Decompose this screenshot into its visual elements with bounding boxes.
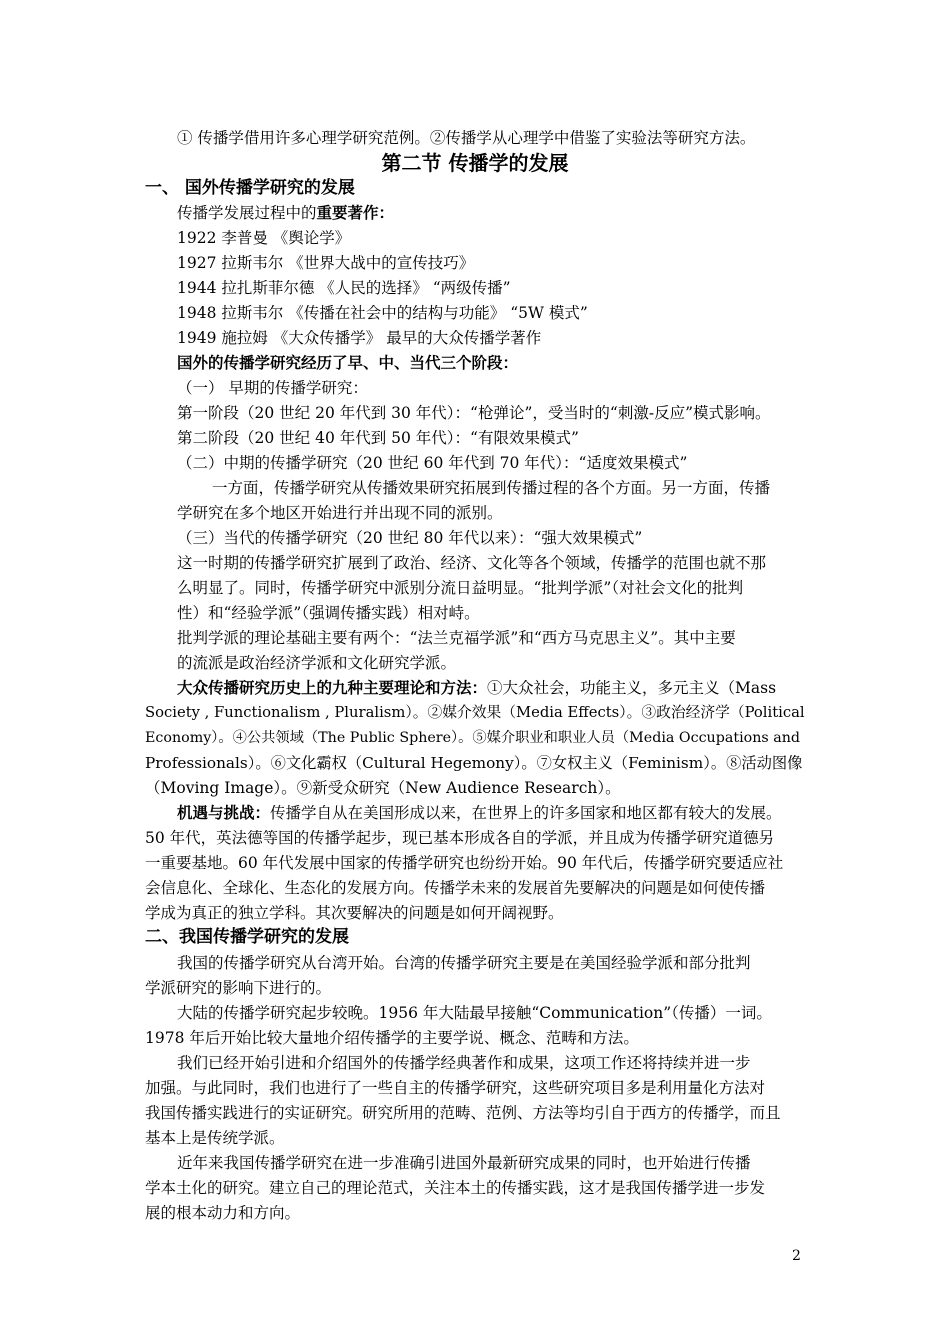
- text-line: 展的根本动力和方向。: [145, 1204, 301, 1222]
- text-line: Society , Functionalism , Pluralism）。②媒介效果（Media Effects）。③政治经济学（Political: [145, 704, 805, 721]
- text-line: 我国传播实践进行的实证研究。研究所用的范畴、范例、方法等均引自于西方的传播学，而且: [145, 1104, 781, 1122]
- text-line: 这一时期的传播学研究扩展到了政治、经济、文化等各个领域，传播学的范围也就不那: [177, 554, 767, 572]
- text-line: 我国的传播学研究从台湾开始。台湾的传播学研究主要是在美国经验学派和部分批判: [177, 954, 751, 972]
- section-title: 第二节 传播学的发展: [381, 151, 569, 175]
- text-line: 1922 李普曼 《舆论学》: [177, 229, 351, 247]
- text-line: 基本上是传统学派。: [145, 1129, 285, 1147]
- text-line: 1978 年后开始比较大量地介绍传播学的主要学说、概念、范畴和方法。: [145, 1029, 639, 1047]
- text-line: 传播学发展过程中的重要著作：: [177, 203, 395, 222]
- text-line: 1949 施拉姆 《大众传播学》 最早的大众传播学著作: [177, 329, 542, 347]
- text-line: 机遇与挑战：传播学自从在美国形成以来，在世界上的许多国家和地区都有较大的发展。: [177, 803, 782, 822]
- text-line: 1948 拉斯韦尔 《传播在社会中的结构与功能》 “5W 模式”: [177, 304, 588, 322]
- text-line: 学派研究的影响下进行的。: [145, 979, 332, 997]
- text-line: 一重要基地。60 年代发展中国家的传播学研究也纷纷开始。90 年代后，传播学研究要适应社: [145, 854, 784, 872]
- text-line: 1927 拉斯韦尔 《世界大战中的宣传技巧》: [177, 254, 475, 272]
- heading-1: 一、 国外传播学研究的发展: [145, 178, 355, 198]
- text-line: 学本土化的研究。建立自己的理论范式，关注本土的传播实践，这才是我国传播学进一步发: [145, 1179, 766, 1197]
- text-line: 第一阶段（20 世纪 20 年代到 30 年代）：“枪弹论”，受当时的“刺激-反应”模式影响。: [177, 404, 771, 422]
- text-line: 1944 拉扎斯菲尔德 《人民的选择》 “两级传播”: [177, 279, 511, 297]
- text-line: 第二阶段（20 世纪 40 年代到 50 年代）：“有限效果模式”: [177, 429, 579, 447]
- text-line: 我们已经开始引进和介绍国外的传播学经典著作和成果，这项工作还将持续并进一步: [177, 1054, 751, 1072]
- text-line: 大陆的传播学研究起步较晚。1956 年大陆最早接触“Communication”（传播）一词。: [177, 1004, 772, 1022]
- text-line: 会信息化、全球化、生态化的发展方向。传播学未来的发展首先要解决的问题是如何使传播: [145, 879, 766, 897]
- text-line: Professionals）。⑥文化霸权（Cultural Hegemony）。⑦女权主义（Feminism）。⑧活动图像: [145, 754, 803, 772]
- text-line: （三）当代的传播学研究（20 世纪 80 年代以来）：“强大效果模式”: [177, 529, 643, 547]
- text-line: 大众传播研究历史上的九种主要理论和方法：①大众社会，功能主义，多元主义（Mass: [177, 678, 777, 697]
- text-line: 么明显了。同时，传播学研究中派别分流日益明显。“批判学派”（对社会文化的批判: [177, 579, 744, 597]
- text-line: 国外的传播学研究经历了早、中、当代三个阶段：: [177, 353, 519, 372]
- text-line: 学成为真正的独立学科。其次要解决的问题是如何开阔视野。: [145, 904, 564, 922]
- text-line: 批判学派的理论基础主要有两个：“法兰克福学派”和“西方马克思主义”。其中主要: [177, 629, 736, 647]
- text-line: ① 传播学借用许多心理学研究范例。②传播学从心理学中借鉴了实验法等研究方法。: [177, 129, 756, 147]
- text-line: 加强。与此同时，我们也进行了一些自主的传播学研究，这些研究项目多是利用量化方法对: [145, 1079, 766, 1097]
- text-line: Economy）。④公共领域（The Public Sphere）。⑤媒介职业和职业人员（Media Occupations and: [145, 730, 801, 746]
- page-number: 2: [792, 1248, 801, 1264]
- text-line: 50 年代，英法德等国的传播学起步，现已基本形成各自的学派，并且成为传播学研究道德另: [145, 829, 775, 847]
- text-line: 近年来我国传播学研究在进一步准确引进国外最新研究成果的同时，也开始进行传播: [177, 1154, 751, 1172]
- text-line: 的流派是政治经济学派和文化研究学派。: [177, 654, 457, 672]
- text-line: 性）和“经验学派”（强调传播实践）相对峙。: [177, 604, 480, 622]
- text-line: （Moving Image）。⑨新受众研究（New Audience Research）。: [145, 779, 621, 797]
- heading-2: 二、我国传播学研究的发展: [145, 927, 349, 947]
- text-line: 一方面，传播学研究从传播效果研究拓展到传播过程的各个方面。另一方面，传播: [212, 479, 771, 497]
- text-line: （一） 早期的传播学研究：: [177, 379, 368, 397]
- text-line: （二）中期的传播学研究（20 世纪 60 年代到 70 年代）：“适度效果模式”: [177, 454, 688, 472]
- text-line: 学研究在多个地区开始进行并出现不同的派别。: [177, 504, 503, 522]
